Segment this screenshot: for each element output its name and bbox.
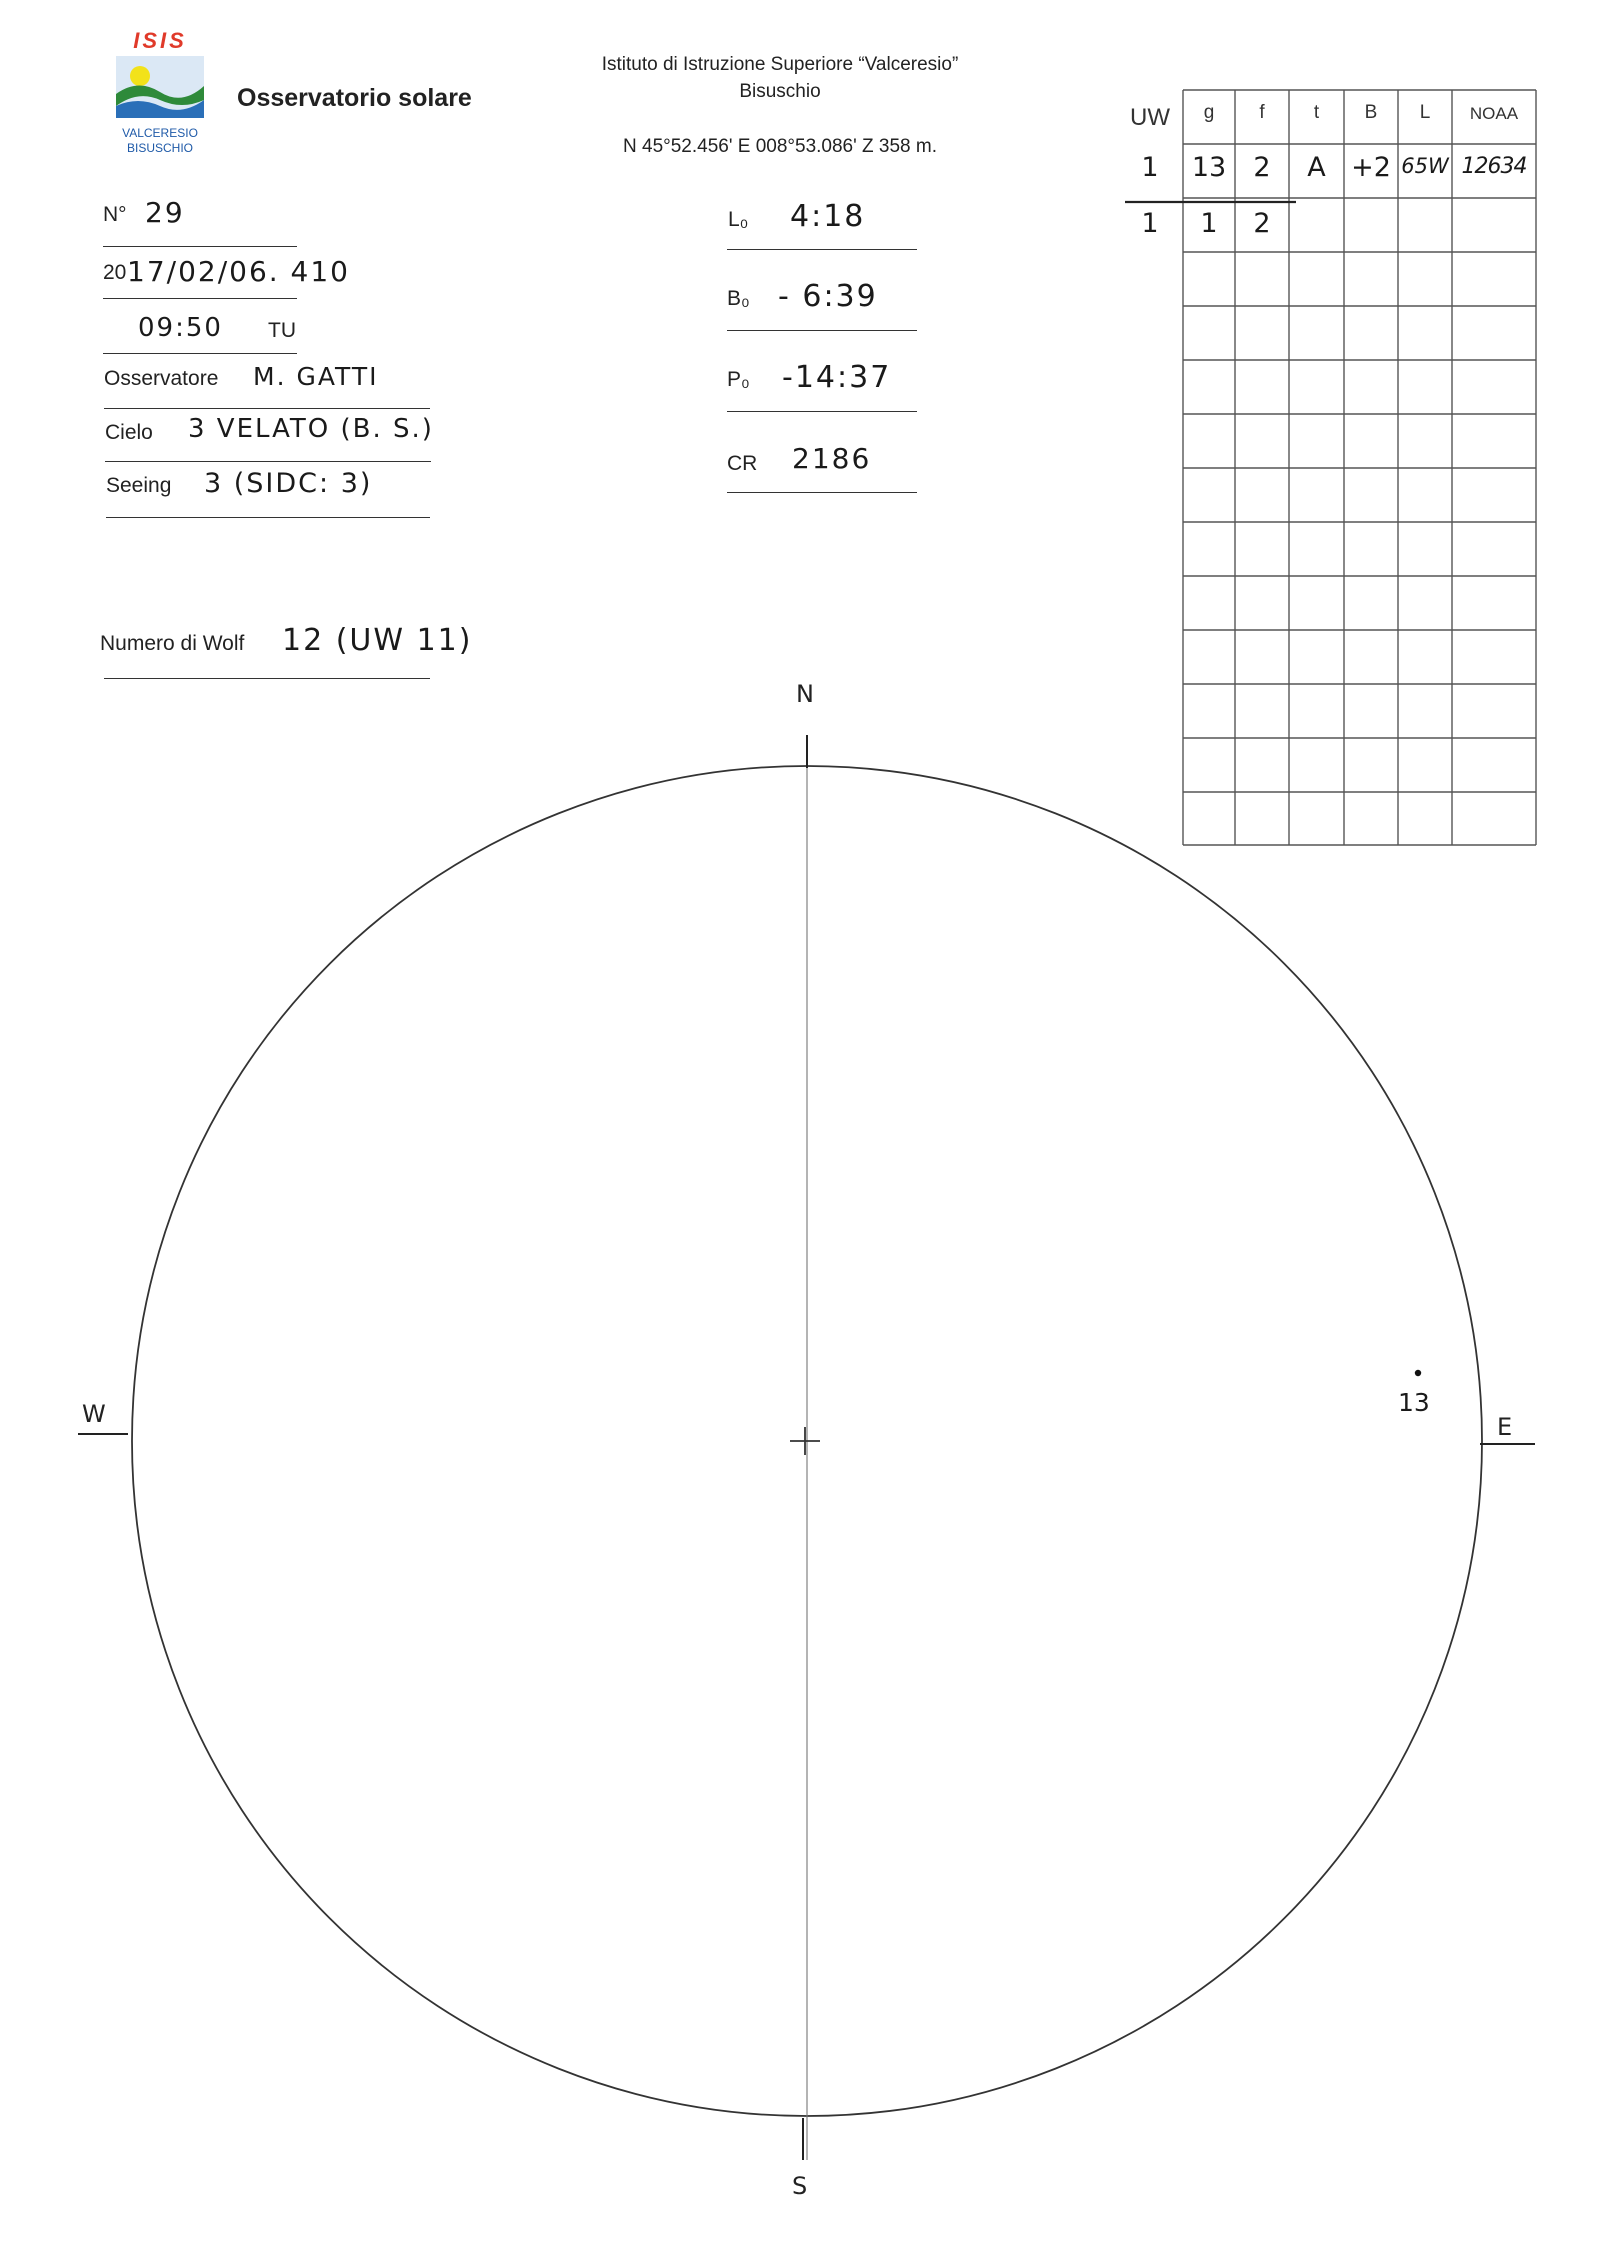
observatory-coordinates: N 45°52.456' E 008°53.086' Z 358 m.: [623, 136, 937, 157]
table-cell: 12634: [1461, 154, 1527, 179]
table-cell: 2: [1253, 208, 1271, 239]
table-header-t: t: [1313, 102, 1320, 123]
l0-value: 4:18: [790, 199, 866, 234]
p0-value: -14:37: [782, 360, 892, 395]
sky-condition: 3 VELATO (B. S.): [188, 414, 434, 444]
table-header-uw: UW: [1130, 104, 1170, 131]
b0-label: B₀: [727, 287, 750, 310]
logo-line-2: BISUSCHIO: [126, 141, 193, 155]
south-label: S: [792, 2172, 808, 2200]
table-cell: 1: [1141, 152, 1159, 183]
l0-label: L₀: [728, 208, 749, 231]
observatory-title: Osservatorio solare: [237, 84, 472, 112]
observer-name: M. GATTI: [253, 362, 379, 391]
observer-label: Osservatore: [104, 367, 219, 390]
table-cell: 65W: [1401, 154, 1449, 178]
table-cell: 2: [1253, 152, 1271, 183]
table-cell: A: [1307, 152, 1326, 183]
east-label: E: [1497, 1413, 1513, 1441]
seeing-label: Seeing: [106, 474, 172, 497]
north-label: N: [796, 680, 814, 708]
number-label: N°: [103, 203, 127, 226]
observation-time: 09:50: [138, 313, 223, 343]
wolf-number: 12 (UW 11): [282, 623, 473, 658]
table-header-noaa: NOAA: [1469, 104, 1519, 123]
carrington-rotation: 2186: [792, 442, 872, 475]
logo-line-1: VALCERESIO: [122, 126, 198, 140]
table-header-f: f: [1259, 102, 1265, 123]
observation-date: 17/02/06. 410: [127, 255, 350, 288]
table-cell: 1: [1200, 208, 1218, 239]
sunspot-group-label: 13: [1398, 1388, 1430, 1417]
table-cell: 1: [1141, 208, 1159, 239]
b0-value: - 6:39: [778, 279, 878, 314]
logo-wordmark: ISIS: [133, 28, 187, 53]
table-cell: 13: [1191, 152, 1227, 183]
time-unit: TU: [268, 319, 296, 342]
table-header-b: B: [1364, 102, 1378, 123]
sunspot-group-13: [1415, 1370, 1421, 1376]
table-header-g: g: [1203, 102, 1215, 123]
table-cell: +2: [1351, 152, 1391, 183]
west-label: W: [82, 1400, 106, 1428]
institute-city: Bisuschio: [739, 81, 821, 102]
p0-label: P₀: [727, 368, 750, 391]
sky-label: Cielo: [105, 421, 153, 444]
sheet-number: 29: [145, 196, 185, 229]
institute-name: Istituto di Istruzione Superiore “Valceresio”: [601, 54, 959, 75]
wolf-number-label: Numero di Wolf: [100, 632, 245, 655]
table-header-l: L: [1419, 102, 1431, 123]
seeing-value: 3 (SIDC: 3): [204, 468, 373, 499]
date-printed: 20: [103, 261, 127, 284]
cr-label: CR: [727, 452, 758, 475]
